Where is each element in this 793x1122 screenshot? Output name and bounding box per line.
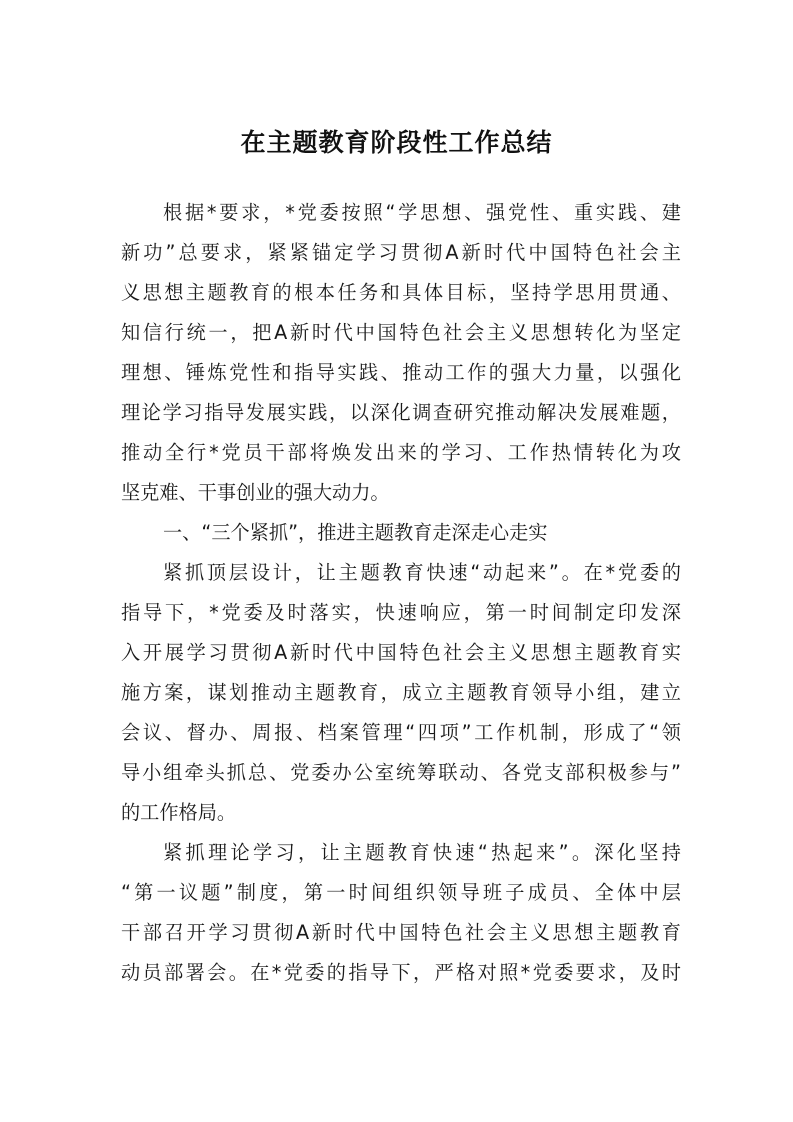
text-line: 指导下，*党委及时落实，快速响应，第一时间制定印发深 bbox=[121, 601, 681, 624]
text-line: 义思想主题教育的根本任务和具体目标，坚持学思用贯通、 bbox=[121, 281, 681, 304]
document-body bbox=[121, 196, 681, 996]
text-line: 入开展学习贯彻A新时代中国特色社会主义思想主题教育实 bbox=[121, 641, 681, 664]
text-line: 动员部署会。在*党委的指导下，严格对照*党委要求，及时 bbox=[121, 961, 681, 984]
document-title: 在主题教育阶段性工作总结 bbox=[240, 128, 553, 157]
text-line: 干部召开学习贯彻A新时代中国特色社会主义思想主题教育 bbox=[121, 921, 681, 944]
text-line: 理论学习指导发展实践，以深化调查研究推动解决发展难题， bbox=[121, 401, 681, 424]
text-line: 紧抓顶层设计，让主题教育快速“动起来”。在*党委的 bbox=[163, 561, 681, 584]
text-line: 新功”总要求，紧紧锚定学习贯彻A新时代中国特色社会主 bbox=[121, 241, 681, 264]
text-line: 理想、锤炼党性和指导实践、推动工作的强大力量，以强化 bbox=[121, 361, 681, 384]
text-line: 知信行统一，把A新时代中国特色社会主义思想转化为坚定 bbox=[121, 321, 681, 344]
section-heading bbox=[121, 516, 681, 556]
text-line: 根据*要求，*党委按照“学思想、强党性、重实践、建 bbox=[163, 201, 681, 224]
paragraph bbox=[121, 836, 681, 996]
text-line: 紧抓理论学习，让主题教育快速“热起来”。深化坚持 bbox=[163, 841, 681, 864]
paragraph bbox=[121, 196, 681, 516]
text-line: 施方案，谋划推动主题教育，成立主题教育领导小组，建立 bbox=[121, 681, 681, 704]
text-line: 的工作格局。 bbox=[121, 801, 237, 824]
text-line: “第一议题”制度，第一时间组织领导班子成员、全体中层 bbox=[121, 881, 681, 904]
text-line: 坚克难、干事创业的强大动力。 bbox=[121, 481, 390, 504]
paragraph bbox=[121, 556, 681, 836]
text-line: 导小组牵头抓总、党委办公室统筹联动、各党支部积极参与” bbox=[121, 761, 681, 784]
text-line: 推动全行*党员干部将焕发出来的学习、工作热情转化为攻 bbox=[121, 441, 681, 464]
heading-text: 一、“三个紧抓”，推进主题教育走深走心走实 bbox=[163, 521, 548, 544]
text-line: 会议、督办、周报、档案管理“四项”工作机制，形成了“领 bbox=[121, 721, 681, 744]
